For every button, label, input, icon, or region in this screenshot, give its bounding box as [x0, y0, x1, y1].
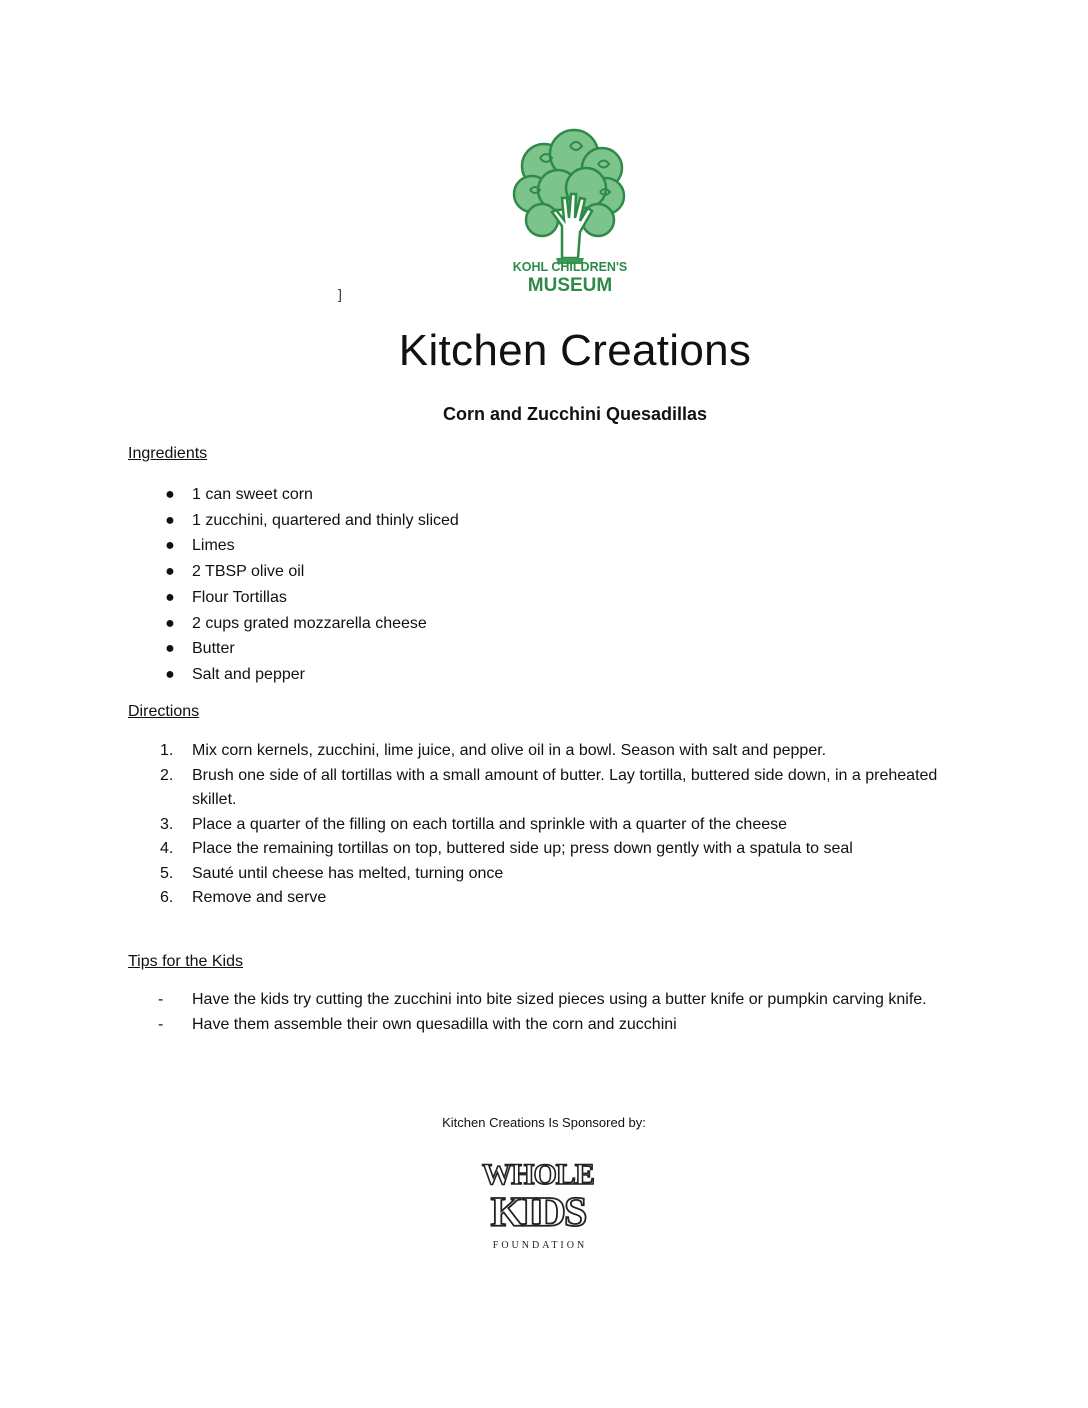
- stray-mark: ]: [338, 286, 342, 302]
- list-item: [128, 636, 948, 662]
- tip-text: Have the kids try cutting the zucchini into bite sized pieces using a butter knife or pumpkin carving knife.: [192, 991, 927, 1008]
- step-number: 4.: [160, 840, 174, 857]
- museum-logo: [500, 128, 640, 300]
- whole-kids-foundation-logo: [478, 1152, 608, 1252]
- recipe-title: Corn and Zucchini Quesadillas: [442, 404, 708, 424]
- step-text: Brush one side of all tortillas with a small amount of butter. Lay tortilla, buttered side down, in a preheated skillet.: [192, 766, 938, 808]
- sponsor-logo-icon: [478, 1152, 608, 1252]
- list-item: [128, 886, 948, 911]
- list-item: [128, 585, 948, 611]
- ingredient-text: 2 TBSP olive oil: [192, 563, 305, 581]
- logo-text-line1: KOHL CHILDREN'S: [512, 260, 628, 274]
- step-text: Mix corn kernels, zucchini, lime juice, and olive oil in a bowl. Season with salt and pepper.: [192, 742, 827, 759]
- bullet-icon: ●: [165, 640, 175, 658]
- ingredients-heading: Ingredients: [128, 445, 208, 462]
- sponsor-logo-line2: KIDS: [490, 1190, 586, 1236]
- bullet-icon: ●: [165, 486, 175, 503]
- list-item: [128, 837, 948, 862]
- list-item: [128, 508, 948, 534]
- bullet-icon: ●: [165, 614, 175, 632]
- ingredient-text: Salt and pepper: [192, 665, 305, 683]
- list-item: [128, 988, 948, 1013]
- step-number: 2.: [160, 766, 174, 784]
- list-item: [128, 813, 948, 838]
- sponsor-logo-line3: FOUNDATION: [492, 1240, 588, 1251]
- list-item: [128, 482, 948, 508]
- list-item: [128, 611, 948, 637]
- step-text: Place a quarter of the filling on each tortilla and sprinkle with a quarter of the cheese: [192, 815, 788, 833]
- list-item: [128, 1013, 948, 1038]
- step-number: 5.: [160, 864, 174, 882]
- ingredient-text: 2 cups grated mozzarella cheese: [192, 614, 427, 632]
- ingredient-text: Flour Tortillas: [192, 588, 287, 606]
- list-item: [128, 662, 948, 688]
- dash-icon: -: [158, 991, 164, 1008]
- step-number: 1.: [160, 742, 174, 759]
- directions-heading: Directions: [128, 703, 200, 720]
- ingredient-text: Butter: [192, 640, 235, 658]
- list-item: [128, 862, 948, 887]
- page-title: Kitchen Creations: [398, 326, 752, 375]
- ingredient-text: 1 zucchini, quartered and thinly sliced: [192, 511, 459, 529]
- list-item: [128, 559, 948, 585]
- bullet-icon: ●: [165, 588, 175, 606]
- list-item: [128, 739, 948, 764]
- ingredient-text: Limes: [192, 537, 235, 555]
- dash-icon: -: [158, 1015, 164, 1033]
- bullet-icon: ●: [165, 563, 175, 581]
- directions-list: [128, 739, 948, 911]
- sponsor-logo-line1: WHOLE: [482, 1158, 594, 1191]
- tips-list: [128, 988, 948, 1037]
- step-text: Sauté until cheese has melted, turning once: [192, 864, 504, 882]
- sponsor-line: Kitchen Creations Is Sponsored by:: [442, 1115, 646, 1130]
- ingredients-list: [128, 482, 948, 688]
- bullet-icon: ●: [165, 537, 175, 555]
- step-number: 6.: [160, 889, 174, 906]
- tips-heading: Tips for the Kids: [128, 953, 244, 970]
- tip-text: Have them assemble their own quesadilla with the corn and zucchini: [192, 1015, 677, 1033]
- logo-text-line2: MUSEUM: [527, 275, 613, 296]
- bullet-icon: ●: [165, 665, 175, 683]
- step-text: Place the remaining tortillas on top, buttered side up; press down gently with a spatula to seal: [192, 840, 853, 857]
- step-number: 3.: [160, 815, 174, 833]
- bullet-icon: ●: [165, 511, 175, 529]
- step-text: Remove and serve: [192, 889, 327, 906]
- list-item: [128, 533, 948, 559]
- tree-hand-icon: [500, 128, 640, 300]
- ingredient-text: 1 can sweet corn: [192, 486, 313, 503]
- list-item: [128, 764, 948, 813]
